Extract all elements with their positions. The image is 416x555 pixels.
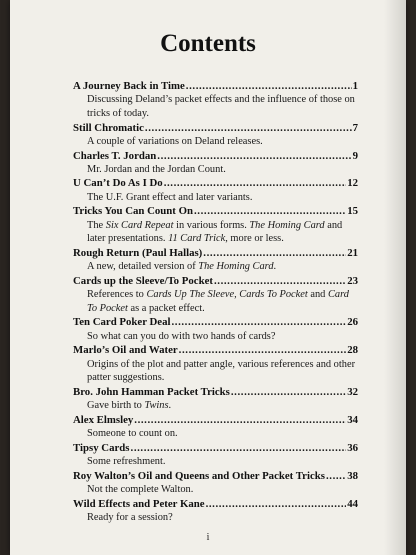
description-text: Ready for a session?: [87, 511, 173, 523]
toc-entry: [73, 385, 358, 413]
toc-entry-page: 34: [347, 413, 358, 426]
toc-entry-description: [87, 511, 358, 525]
toc-entry-heading: [73, 274, 358, 288]
toc-entry-heading: [73, 246, 358, 260]
toc-entry-heading: [73, 343, 358, 357]
dot-leader: [171, 315, 346, 329]
dot-leader: [186, 79, 352, 93]
description-text: .: [273, 261, 277, 273]
toc-entry-title: Roy Walton’s Oil and Queens and Other Packet Tricks: [73, 469, 325, 482]
toc-entry-heading: [73, 121, 358, 135]
toc-entry: [73, 274, 358, 316]
toc-entry-heading: [73, 469, 358, 483]
description-italic-text: Twins: [144, 400, 169, 412]
toc-entry-description: [87, 135, 358, 149]
description-text: A couple of variations on Deland releases.: [87, 135, 263, 147]
toc-entry-page: 38: [347, 469, 358, 482]
toc-entry-page: 12: [347, 177, 358, 190]
description-text: Origins of the plot and patter angle, various references and other patter suggestions.: [87, 358, 356, 384]
toc-entry: [73, 413, 358, 441]
toc-entry-description: [87, 483, 358, 497]
toc-entry-description: [87, 399, 358, 413]
toc-entry-title: U Can’t Do As I Do: [73, 177, 163, 190]
toc-entry-description: [87, 163, 358, 177]
toc-entry-title: Marlo’s Oil and Water: [73, 344, 178, 357]
toc-entry-title: Tipsy Cards: [73, 441, 130, 454]
toc-entry: [73, 441, 358, 469]
description-text: Someone to count on.: [87, 428, 178, 440]
toc-entry-description: [87, 358, 358, 385]
toc-entry-page: 9: [352, 149, 358, 162]
description-italic-text: The Homing Card: [249, 219, 325, 231]
description-text: and later presentations.: [87, 219, 343, 245]
description-text: and: [307, 289, 328, 301]
toc-entry-title: Ten Card Poker Deal: [73, 316, 171, 329]
description-text: , more or less.: [225, 233, 284, 245]
toc-entry: [73, 79, 358, 121]
toc-entry-title: Rough Return (Paul Hallas): [73, 246, 203, 259]
dot-leader: [206, 497, 347, 511]
toc-entry-description: [87, 219, 358, 246]
toc-entry-description: [87, 330, 358, 344]
toc-entry: [73, 497, 358, 525]
toc-entry-description: [87, 288, 358, 315]
toc-entry-heading: [73, 385, 358, 399]
toc-entry-heading: [73, 176, 358, 190]
description-italic-text: Card To Pocket: [87, 289, 349, 314]
toc-entry-title: Alex Elmsley: [73, 413, 134, 426]
toc-entry-page: 32: [347, 385, 358, 398]
page-title: Contents: [160, 30, 256, 57]
toc-entry-title: Wild Effects and Peter Kane: [73, 497, 205, 510]
toc-entry-description: [87, 260, 358, 274]
toc-entry: [73, 204, 358, 246]
toc-entry: [73, 121, 358, 149]
dot-leader: [134, 413, 346, 427]
toc-entry-page: 1: [352, 80, 358, 92]
toc-entry-description: [87, 455, 358, 469]
toc-entry-page: 23: [347, 274, 358, 287]
toc-entry-description: [87, 427, 358, 441]
toc-entry-heading: [73, 79, 358, 93]
toc-entry-description: [87, 93, 358, 120]
toc-entry-heading: [73, 149, 358, 163]
description-text: Not the complete Walton.: [87, 483, 194, 495]
toc-entry-page: 28: [347, 344, 358, 357]
toc-entry-title: Charles T. Jordan: [73, 149, 157, 162]
description-text: The U.F. Grant effect and later variants.: [87, 191, 253, 203]
description-text: A new, detailed version of: [87, 261, 199, 273]
toc-entry-title: A Journey Back in Time: [73, 80, 185, 92]
toc-entry: [73, 469, 358, 497]
page-number: i: [206, 532, 210, 543]
description-text: in various forms.: [173, 219, 250, 231]
toc-entry-heading: [73, 315, 358, 329]
toc-entry-title: Still Chromatic: [73, 121, 144, 134]
dot-leader: [145, 121, 352, 135]
toc-entry-title: Cards up the Sleeve/To Pocket: [73, 274, 213, 287]
toc-entry-page: 21: [347, 246, 358, 259]
description-text: Gave birth to: [87, 400, 145, 412]
dot-leader: [203, 246, 346, 260]
toc-entry: [73, 343, 358, 385]
page-edge-shadow: [384, 0, 406, 555]
toc-entry-page: 7: [352, 121, 358, 134]
toc-entry-title: Tricks You Can Count On: [73, 205, 193, 218]
toc-entry-heading: [73, 204, 358, 218]
description-text: References to: [87, 289, 147, 301]
description-text: Mr. Jordan and the Jordan Count.: [87, 163, 226, 175]
dot-leader: [326, 469, 346, 483]
description-text: as a packet effect.: [127, 302, 205, 314]
toc-entry: [73, 176, 358, 204]
description-italic-text: Cards Up The Sleeve, Cards To Pocket: [146, 289, 308, 301]
table-of-contents: [73, 79, 358, 525]
toc-entry-page: 36: [347, 441, 358, 454]
toc-entry-heading: [73, 413, 358, 427]
description-italic-text: The Homing Card: [198, 261, 274, 273]
toc-entry-title: Bro. John Hamman Packet Tricks: [73, 385, 230, 398]
toc-entry-page: 44: [347, 497, 358, 510]
dot-leader: [164, 176, 347, 190]
toc-entry-heading: [73, 441, 358, 455]
description-italic-text: Six Card Repeat: [105, 219, 174, 231]
description-text: So what can you do with two hands of cards?: [87, 330, 276, 342]
toc-entry-page: 26: [347, 316, 358, 329]
toc-entry: [73, 149, 358, 177]
toc-entry-heading: [73, 497, 358, 511]
description-text: The: [87, 219, 106, 231]
toc-entry: [73, 315, 358, 343]
dot-leader: [157, 149, 351, 163]
description-italic-text: 11 Card Trick: [168, 233, 226, 245]
toc-entry: [73, 246, 358, 274]
toc-entry-page: 15: [347, 205, 358, 218]
dot-leader: [131, 441, 347, 455]
dot-leader: [179, 343, 347, 357]
description-text: Some refreshment.: [87, 455, 166, 467]
toc-entry-description: [87, 191, 358, 205]
dot-leader: [194, 204, 346, 218]
description-text: .: [168, 400, 172, 412]
description-text: Discussing Deland’s packet effects and the influence of those on tricks of today.: [87, 94, 355, 119]
dot-leader: [214, 274, 346, 288]
dot-leader: [231, 385, 346, 399]
